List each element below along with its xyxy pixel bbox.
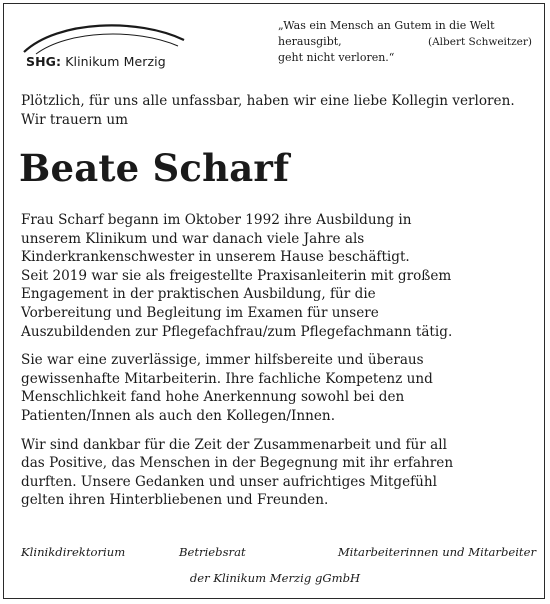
paragraph-1: Frau Scharf begann im Oktober 1992 ihre Ausbildung in unserem Klinikum und war danach viele Jahre als Kinderkrankenschwester in unserem Hause beschäftigt. Seit 2019 war sie als freigestellte Praxisanleiterin mit großem Engagement in der praktischen Ausbildung, für die Vorbereitung und Begleitung im Examen für unsere Auszubildenden zur Pflegefachfrau/zum Pflegefachmann tätig. xyxy=(21,212,453,340)
logo-arc-icon xyxy=(18,14,188,56)
paragraph-2: Sie war eine zuverlässige, immer hilfsbereite und überaus gewissenhafte Mitarbeiterin. Ihre fachliche Kompetenz und Menschlichkeit fand hohe Anerkennung sowohl bei den Patienten/Innen als auch den Kollegen/Innen. xyxy=(21,352,433,424)
logo-brand: SHG: xyxy=(26,54,62,69)
body-text xyxy=(21,211,536,520)
quote-author: (Albert Schweitzer) xyxy=(427,36,532,48)
paragraph-3: Wir sind dankbar für die Zeit der Zusammenarbeit und für all das Positive, das Menschen in der Begegnung mit ihr erfahren durften. Unsere Gedanken und unser aufrichtiges Mitgefühl gelten ihren Hinterbliebenen und Freunden. xyxy=(21,436,454,509)
deceased-name: Beate Scharf xyxy=(19,146,290,190)
signature-works-council: Betriebsrat xyxy=(179,545,246,559)
obituary-notice xyxy=(3,3,545,599)
signature-management: Klinikdirektorium xyxy=(21,545,126,559)
intro-text: Plötzlich, für uns alle unfassbar, haben wir eine liebe Kollegin verloren. Wir trauern um xyxy=(21,93,515,128)
logo-text xyxy=(26,54,166,69)
signature-employees: Mitarbeiterinnen und Mitarbeiter xyxy=(337,545,536,559)
logo-name: Klinikum Merzig xyxy=(65,54,166,69)
logo xyxy=(18,14,188,74)
quote xyxy=(278,18,532,66)
signature-organization: der Klinikum Merzig gGmbH xyxy=(189,571,361,585)
quote-line-1: „Was ein Mensch an Gutem in die Welt herausgibt, xyxy=(278,19,495,48)
quote-line-2: geht nicht verloren.“ xyxy=(278,51,395,64)
